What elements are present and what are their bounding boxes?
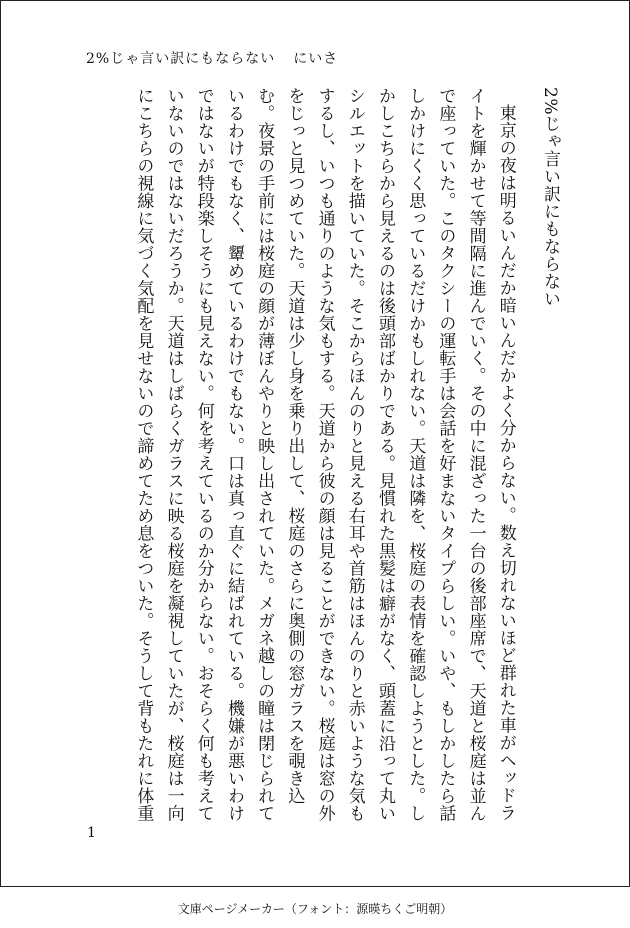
running-header [86,48,338,68]
footer-caption: 文庫ページメーカー（フォント：源暎ちくご明朝） [177,902,453,916]
story-paragraph: 東京の夜は明るいんだか暗いんだかよく分からない。数え切れないほど群れた車がヘッドライトを輝かせて等間隔に進んでいく。その中に混ざった一台の後部座席で、天道と桜庭は並んで座っていた。このタクシーの運転手は会話を好まないタイプらしい。いや、もしかしたら話しかけにくく思っているだけかもしれない。天道は隣を、桜庭の表情を確認しようとした。しかしこちらから見えるのは後頭部ばかりである。見慣れた黒髪は癖がなく、頭蓋に沿って丸いシルエットを描いていた。そこからほんのりと見える右耳や首筋はほんのりと赤いような気もするし、いつも通りのような気もする。天道から彼の顔は見ることができない。桜庭は窓の外をじっと見つめていた。天道は少し身を乗り出して、桜庭のさらに奥側の窓ガラスを覗き込む。夜景の手前には桜庭の顔が薄ぼんやりと映し出されていた。メガネ越しの瞳は閉じられているわけでもなく、顰めているわけでもない。口は真っ直ぐに結ばれている。機嫌が悪いわけではないが特段楽しそうにも見えない。何を考えているのか分からない。おそらく何も考えていないのではないだろうか。天道はしばらくガラスに映る桜庭を凝視していたが、桜庭は一向にこちらの視線に気づく気配を見せないので諦めてため息をついた。そうして背もたれに体重 [133,87,516,822]
header-author: にいさ [293,51,339,67]
vertical-text-body [85,87,565,827]
page-number: 1 [87,825,96,841]
header-title: 2%じゃ言い訳にもならない [86,51,276,67]
story-title: 2%じゃ言い訳にもならない [540,87,560,308]
